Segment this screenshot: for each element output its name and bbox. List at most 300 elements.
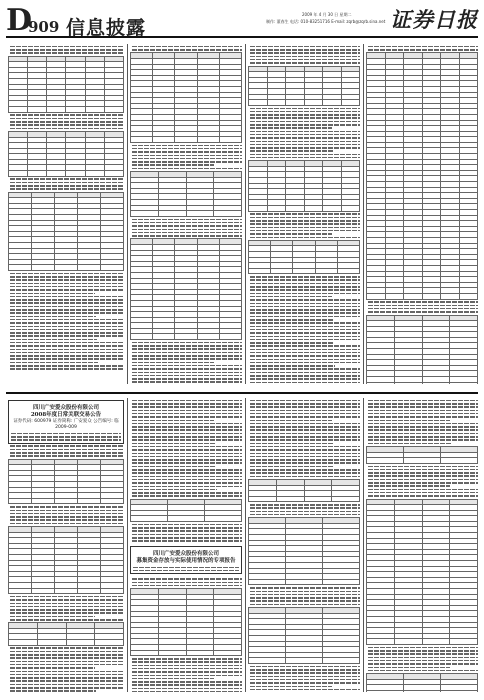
text-line [132, 658, 242, 660]
data-table [366, 52, 478, 299]
text-line [10, 619, 124, 621]
text-line [250, 365, 335, 367]
newspaper-logo: 证券日报 [390, 7, 478, 32]
text-line [10, 52, 124, 54]
text-line [132, 403, 242, 405]
text-line [250, 597, 360, 599]
text-line [368, 495, 478, 497]
text-line [10, 329, 124, 331]
text-line [132, 49, 242, 51]
text-line [132, 219, 242, 221]
lower-column-1-body [8, 445, 124, 692]
text-line [368, 305, 478, 307]
text-line [368, 301, 478, 303]
lower-column-2-body [130, 578, 242, 692]
text-line [132, 449, 242, 451]
text-line [10, 276, 124, 278]
text-line [10, 49, 124, 51]
text-line [250, 413, 360, 415]
text-line [10, 319, 124, 321]
text-line [250, 147, 360, 149]
text-line [250, 410, 360, 412]
data-table [8, 459, 124, 505]
text-line [250, 345, 360, 347]
text-line [132, 585, 242, 587]
text-line [132, 355, 242, 357]
text-line [250, 359, 360, 361]
text-line [250, 108, 360, 110]
text-line [10, 293, 95, 295]
text-line [132, 469, 242, 471]
lower-column-2 [130, 398, 242, 692]
text-line [10, 687, 124, 689]
text-line [250, 52, 360, 54]
text-line [10, 352, 124, 354]
text-line [132, 235, 242, 237]
text-line [132, 661, 242, 663]
text-line [250, 62, 360, 64]
data-table [8, 56, 124, 113]
text-line [10, 299, 124, 301]
text-line [132, 443, 215, 445]
text-line [10, 185, 124, 187]
text-line [10, 345, 124, 347]
text-line [368, 443, 451, 445]
text-line [132, 372, 242, 374]
text-line [132, 368, 242, 370]
text-line [132, 410, 242, 412]
text-line [250, 56, 360, 58]
text-line [250, 466, 334, 468]
lower-column-2-top [130, 400, 242, 542]
upper-column-3 [248, 44, 360, 384]
text-line [132, 151, 242, 153]
text-line [132, 342, 242, 344]
text-line [250, 449, 360, 451]
text-line [250, 355, 360, 357]
text-line [250, 368, 360, 370]
text-line [132, 472, 242, 474]
text-line [10, 326, 124, 328]
text-line [10, 612, 124, 614]
text-line [132, 155, 242, 157]
data-table [248, 240, 360, 275]
text-line [132, 148, 242, 150]
text-line [250, 283, 360, 285]
text-line [10, 332, 124, 334]
text-line [10, 339, 97, 341]
text-line [10, 188, 124, 190]
text-line [368, 667, 450, 669]
masthead [6, 4, 478, 38]
text-line [10, 358, 124, 360]
text-line [132, 416, 242, 418]
text-line [250, 591, 360, 593]
text-line [10, 349, 124, 351]
upper-column-1 [8, 44, 124, 384]
text-line [132, 688, 242, 690]
text-line [368, 469, 478, 471]
text-line [250, 686, 332, 688]
text-line [368, 403, 478, 405]
notice-title: 募集资金存放与实际使用情况的专项报告 [136, 557, 236, 564]
text-line [132, 158, 242, 160]
text-line [250, 342, 334, 344]
text-line [132, 426, 242, 428]
text-line [10, 516, 124, 518]
text-line [10, 312, 124, 314]
text-line [10, 647, 124, 649]
text-line [368, 420, 450, 422]
text-line [250, 378, 360, 380]
text-line [250, 669, 360, 671]
text-line [132, 540, 242, 542]
text-line [132, 537, 242, 539]
column-rule [127, 44, 128, 384]
text-line [250, 504, 360, 506]
text-line [250, 237, 360, 239]
text-line [10, 657, 124, 659]
text-line [250, 587, 360, 589]
lower-column-3 [248, 398, 360, 692]
notice-subtitle: 证券代码: 600979 证券简称: 广安爱众 公告编号: 临2009-009 [13, 419, 119, 430]
column-rule [245, 44, 246, 384]
text-line [250, 511, 360, 513]
text-line [250, 336, 360, 338]
text-line [250, 299, 360, 301]
text-line [10, 182, 124, 184]
text-line [132, 423, 242, 425]
data-table [8, 622, 124, 645]
text-line [10, 674, 124, 676]
text-line [368, 653, 478, 655]
text-line [250, 416, 360, 418]
text-line [10, 603, 124, 605]
text-line [132, 400, 242, 402]
notice-header [131, 547, 241, 565]
text-line [368, 406, 478, 408]
text-line [250, 672, 360, 674]
text-line [132, 378, 242, 380]
notice-company: 四川广安爱众股份有限公司 [32, 405, 99, 411]
text-line [132, 46, 242, 48]
notice-company: 四川广安爱众股份有限公司 [152, 550, 219, 557]
text-line [250, 279, 360, 281]
data-table [8, 131, 124, 177]
text-line [10, 523, 124, 525]
text-line [250, 217, 360, 219]
text-line [132, 229, 242, 231]
text-line [368, 410, 478, 412]
text-line [368, 466, 478, 468]
text-line [10, 513, 124, 515]
text-line [10, 114, 124, 116]
text-line [10, 506, 124, 508]
text-line [132, 232, 242, 234]
text-line [250, 406, 360, 408]
data-table [130, 52, 242, 143]
column-rule [363, 44, 364, 384]
text-line [368, 429, 478, 431]
text-line [250, 220, 360, 222]
text-line [132, 534, 242, 536]
page-number: 909 [28, 18, 60, 36]
text-line [132, 420, 214, 422]
text-line [250, 507, 360, 509]
text-line [368, 657, 478, 659]
text-line [250, 137, 360, 139]
text-line [250, 400, 360, 402]
text-line [250, 472, 360, 474]
section-divider [6, 392, 478, 394]
text-line [132, 582, 242, 584]
text-line [132, 161, 242, 163]
text-line [250, 469, 360, 471]
text-line [10, 677, 124, 679]
text-line [250, 227, 360, 229]
data-table [248, 66, 360, 106]
page-letter: D [6, 3, 33, 38]
text-line [132, 476, 242, 478]
text-line [132, 365, 242, 367]
text-line [250, 157, 360, 159]
text-line [368, 311, 478, 313]
text-line [10, 178, 124, 180]
text-line [250, 433, 360, 435]
text-line [10, 667, 95, 669]
text-line [132, 453, 242, 455]
data-table [248, 517, 360, 585]
text-line [250, 131, 360, 133]
data-table [8, 526, 124, 594]
text-line [368, 489, 478, 491]
text-line [250, 682, 360, 684]
data-table [130, 171, 242, 217]
text-line [10, 654, 124, 656]
text-line [368, 647, 478, 649]
text-line [368, 482, 478, 484]
text-line [368, 416, 478, 418]
text-line [250, 339, 360, 341]
upper-column-2 [130, 44, 242, 384]
data-table [366, 673, 478, 692]
data-table [130, 238, 242, 340]
text-line [250, 46, 360, 48]
text-line [10, 355, 124, 357]
text-line [250, 230, 360, 232]
editor-line: 制作: 董春生 电话: 010-83251716 E-mail: zqrb@zqrb.sina.net [266, 19, 386, 24]
text-line [132, 375, 242, 377]
text-line [10, 342, 124, 344]
date-line: 2009 年 4 月 30 日 星期二 [302, 12, 352, 17]
text-line [250, 306, 360, 308]
text-line [132, 145, 242, 147]
text-line [132, 684, 242, 686]
text-line [368, 49, 478, 51]
text-line [10, 279, 124, 281]
text-line [132, 678, 214, 680]
text-line [250, 426, 360, 428]
text-line [368, 436, 478, 438]
text-line [10, 445, 124, 447]
text-line [132, 348, 242, 350]
text-line [10, 309, 124, 311]
text-line [10, 335, 124, 337]
text-line [10, 609, 124, 611]
lower-column-1 [8, 398, 124, 692]
text-line [368, 472, 478, 474]
text-line [132, 222, 242, 224]
text-line [250, 362, 360, 364]
text-line [368, 426, 478, 428]
text-line [368, 650, 478, 652]
data-table [248, 479, 360, 502]
text-line [10, 455, 124, 457]
text-line [10, 690, 96, 692]
text-line [368, 670, 478, 672]
data-table [8, 192, 124, 271]
text-line [10, 306, 124, 308]
text-line [10, 599, 124, 601]
text-line [250, 326, 360, 328]
text-line [132, 665, 242, 667]
text-line [250, 382, 360, 384]
upper-column-4 [366, 44, 478, 384]
text-line [250, 276, 360, 278]
text-line [132, 439, 242, 441]
section-title: 信息披露 [66, 17, 147, 39]
text-line [250, 150, 333, 152]
text-line [132, 168, 242, 170]
text-line [250, 604, 360, 606]
text-line [250, 679, 360, 681]
text-line [368, 413, 478, 415]
text-line [10, 316, 96, 318]
text-line [250, 372, 360, 374]
text-line [250, 429, 360, 431]
text-line [10, 46, 124, 48]
text-line [250, 213, 360, 215]
text-line [250, 456, 360, 458]
data-table [366, 315, 478, 385]
text-line [250, 689, 360, 691]
text-line [368, 475, 478, 477]
data-table [248, 160, 360, 211]
lower-column-4 [366, 398, 478, 692]
text-line [250, 309, 360, 311]
text-line [10, 121, 124, 123]
column-rule [363, 398, 364, 692]
text-line [250, 462, 360, 464]
text-line [250, 127, 332, 129]
text-line [10, 118, 124, 120]
text-line [368, 433, 478, 435]
text-line [132, 345, 242, 347]
text-line [250, 316, 360, 318]
text-line [132, 486, 242, 488]
text-line [132, 527, 242, 529]
text-line [250, 223, 360, 225]
text-line [250, 286, 360, 288]
text-line [250, 403, 360, 405]
text-line [132, 352, 242, 354]
text-line [368, 663, 478, 665]
text-line [132, 459, 242, 461]
text-line [10, 596, 124, 598]
text-line [250, 423, 360, 425]
text-line [10, 671, 124, 673]
text-line [10, 452, 124, 454]
text-line [250, 154, 360, 156]
text-line [132, 358, 242, 360]
text-line [10, 449, 124, 451]
text-line [250, 121, 360, 123]
text-line [10, 651, 124, 653]
text-line [10, 661, 124, 663]
text-line [10, 273, 124, 275]
text-line [250, 233, 332, 235]
text-line [10, 322, 124, 324]
text-line [250, 420, 332, 422]
text-line [132, 482, 242, 484]
notice-header [9, 401, 123, 431]
text-line [132, 456, 242, 458]
text-line [10, 684, 124, 686]
text-line [250, 303, 360, 305]
text-line [132, 381, 242, 383]
text-line [132, 530, 242, 532]
text-line [132, 446, 242, 448]
text-line [132, 671, 242, 673]
text-line [10, 664, 124, 666]
text-line [132, 492, 242, 494]
text-line [250, 453, 360, 455]
text-line [132, 479, 242, 481]
text-line [250, 322, 360, 324]
text-line [250, 289, 360, 291]
text-line [250, 332, 360, 334]
text-line [10, 128, 124, 130]
text-line [368, 479, 478, 481]
text-line [10, 365, 124, 367]
text-line [10, 616, 95, 618]
text-line [250, 439, 360, 441]
text-line [368, 400, 478, 402]
text-line [132, 362, 214, 364]
column-rule [245, 398, 246, 692]
text-line [132, 406, 242, 408]
text-line [132, 675, 242, 677]
text-line [132, 495, 242, 497]
text-line [132, 489, 217, 491]
notice-box [8, 400, 124, 444]
text-line [132, 668, 242, 670]
text-line [250, 329, 360, 331]
text-line [368, 492, 478, 494]
notice-box [130, 546, 242, 574]
text-line [250, 312, 360, 314]
text-line [10, 124, 124, 126]
text-line [368, 423, 478, 425]
text-line [10, 283, 124, 285]
text-line [368, 46, 478, 48]
text-line [250, 124, 360, 126]
notice-title: 2008年度日常关联交易公告 [30, 412, 102, 418]
text-line [10, 606, 124, 608]
text-line [250, 117, 360, 119]
text-line [10, 519, 124, 521]
text-line [250, 375, 360, 377]
